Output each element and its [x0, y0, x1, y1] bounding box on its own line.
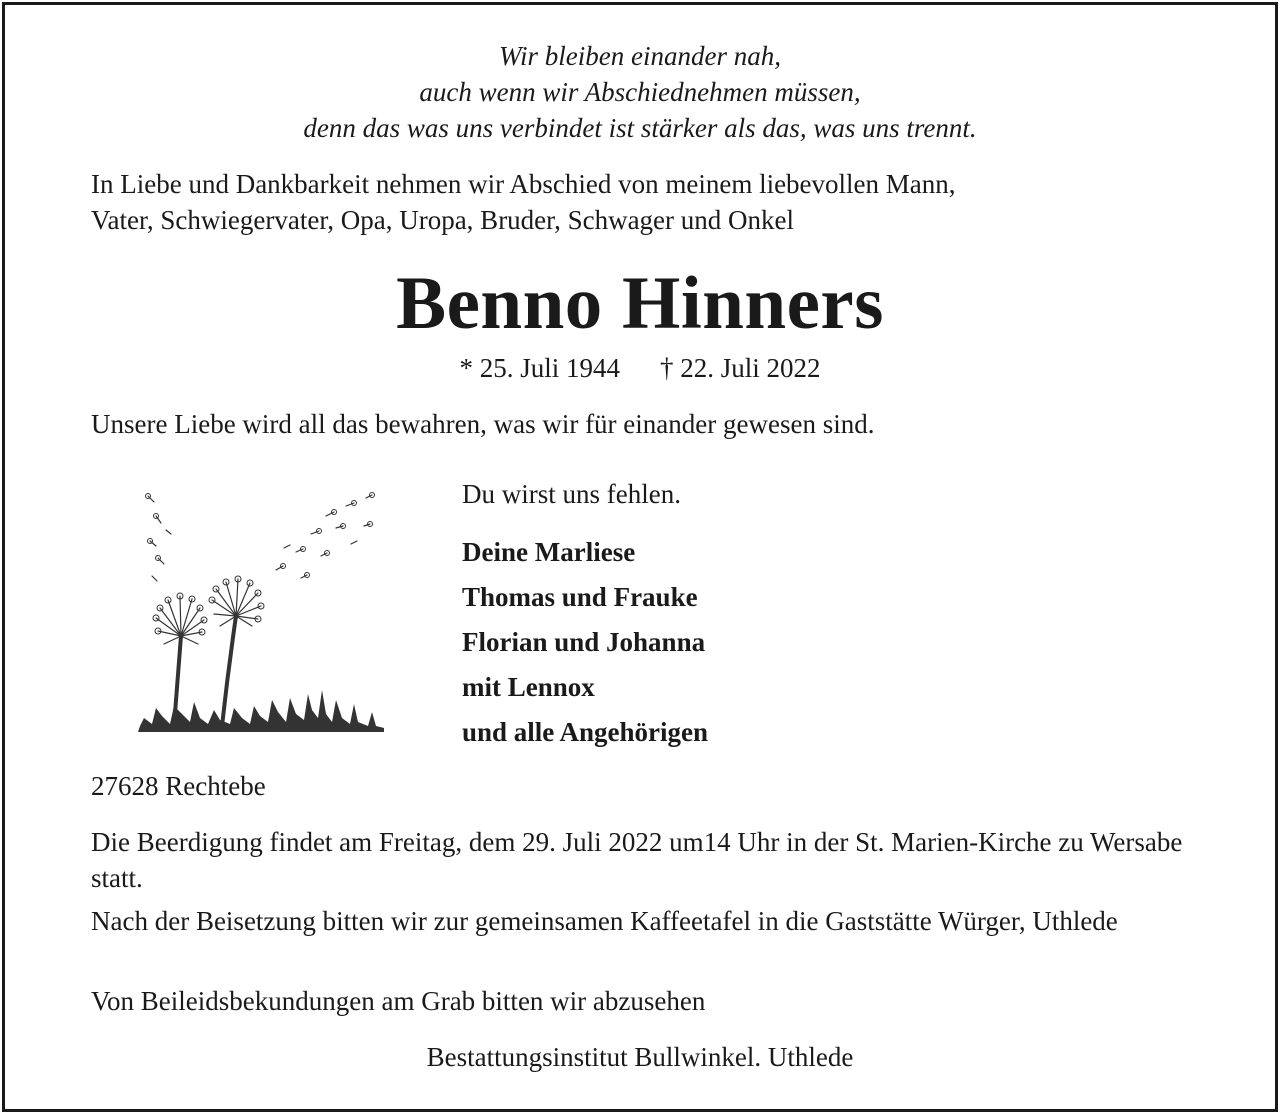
- condolence-note: Von Beileidsbekundungen am Grab bitten wir abzusehen: [91, 986, 706, 1016]
- intro-line: In Liebe und Dankbarkeit nehmen wir Abschied von meinem liebevollen Mann,: [91, 169, 956, 199]
- love-line: Unsere Liebe wird all das bewahren, was wir für einander gewesen sind.: [91, 409, 875, 439]
- intro-line: Vater, Schwiegervater, Opa, Uropa, Bruder, Schwager und Onkel: [91, 205, 795, 235]
- funeral-info: Die Beerdigung findet am Freitag, dem 29. Juli 2022 um14 Uhr in der St. Marien-Kirche zu Wersabe statt.: [91, 827, 1183, 893]
- undertaker-line: Bestattungsinstitut Bullwinkel. Uthlede: [426, 1042, 854, 1072]
- family-member: Florian und Johanna: [462, 627, 706, 657]
- family-signature: [462, 530, 708, 755]
- poem-line: Wir bleiben einander nah,: [499, 41, 781, 71]
- poem-verse: [0, 38, 1280, 146]
- miss-line: Du wirst uns fehlen.: [462, 479, 681, 509]
- place-line: 27628 Rechtebe: [91, 771, 266, 801]
- poem-line: denn das was uns verbindet ist stärker als das, was uns trennt.: [303, 113, 977, 143]
- deceased-name: Benno Hinners: [396, 262, 884, 345]
- reception-info: Nach der Beisetzung bitten wir zur gemeinsamen Kaffeetafel in die Gaststätte Würger, Uthlede: [91, 906, 1118, 936]
- death-date: † 22. Juli 2022: [660, 353, 821, 383]
- life-dates: [0, 350, 1280, 386]
- dandelion-icon: [136, 486, 386, 736]
- intro-text: [91, 166, 956, 238]
- family-member: und alle Angehörigen: [462, 717, 709, 747]
- poem-line: auch wenn wir Abschiednehmen müssen,: [419, 77, 861, 107]
- family-member: Deine Marliese: [462, 537, 636, 567]
- family-member: Thomas und Frauke: [462, 582, 698, 612]
- birth-date: * 25. Juli 1944: [459, 353, 620, 383]
- family-member: mit Lennox: [462, 672, 595, 702]
